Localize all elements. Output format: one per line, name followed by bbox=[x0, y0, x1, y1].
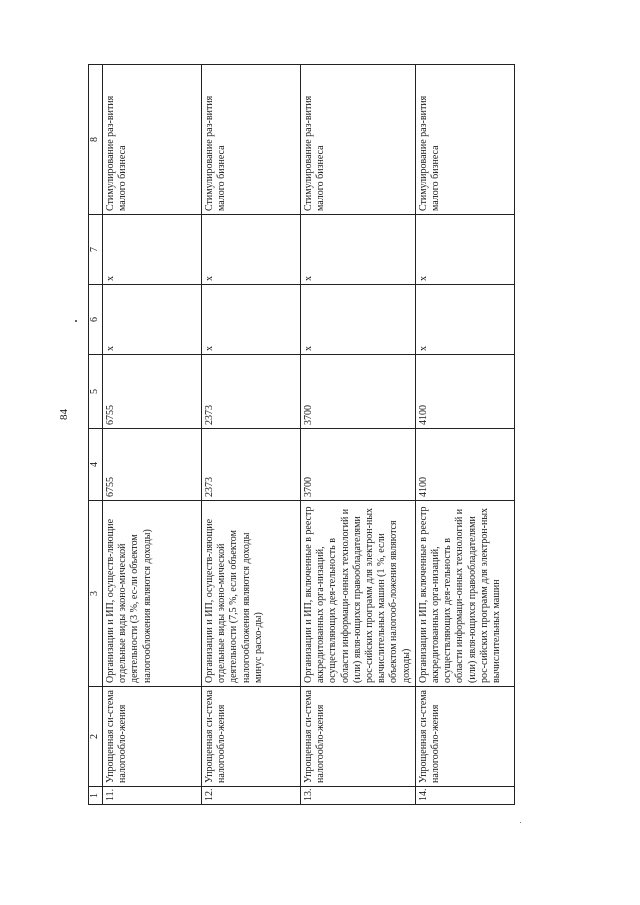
value-col-4: 4100 bbox=[415, 429, 514, 501]
header-col-2: 2 bbox=[89, 687, 103, 787]
value-col-6: x bbox=[415, 285, 514, 355]
taxpayer-category: Организации и ИП, включенные в реестр аккредитованных орга-низаций, осуществляющих дея-тельность в области информаци-онных технологий и (или) явля-ющихся правообладателями рос-сийских программ для электрон-ных вычислительных машин bbox=[415, 501, 514, 687]
benefit-goal: Стимулирование раз-вития малого бизнеса bbox=[202, 65, 301, 215]
row-number: 12. bbox=[202, 787, 301, 805]
header-col-1: 1 bbox=[89, 787, 103, 805]
row-number: 14. bbox=[415, 787, 514, 805]
row-number: 11. bbox=[103, 787, 202, 805]
value-col-6: x bbox=[103, 285, 202, 355]
taxpayer-category: Организации и ИП, включенные в реестр аккредитованных орга-низаций, осуществляющих дея-тельность в области информаци-онных технологий и (или) явля-ющихся правообладателями рос-сийских программ для электрон-ных вычислительных машин (1 %, если объектом налогооб-ложения являются доходы) bbox=[301, 501, 416, 687]
value-col-7: x bbox=[301, 215, 416, 285]
value-col-7: x bbox=[415, 215, 514, 285]
benefit-goal: Стимулирование раз-вития малого бизнеса bbox=[301, 65, 416, 215]
value-col-7: x bbox=[103, 215, 202, 285]
value-col-6: x bbox=[202, 285, 301, 355]
value-col-4: 6755 bbox=[103, 429, 202, 501]
taxpayer-category: Организации и ИП, осуществ-ляющие отдельные виды эконо-мической деятельности (7,5 %, если объектом налогообложения являются доходы минус расхо-ды) bbox=[202, 501, 301, 687]
value-col-4: 2373 bbox=[202, 429, 301, 501]
scan-speck bbox=[520, 822, 521, 823]
header-col-5: 5 bbox=[89, 355, 103, 429]
header-col-3: 3 bbox=[89, 501, 103, 687]
scan-speck bbox=[75, 320, 77, 322]
value-col-6: x bbox=[301, 285, 416, 355]
header-col-7: 7 bbox=[89, 215, 103, 285]
row-number: 13. bbox=[301, 787, 416, 805]
value-col-5: 4100 bbox=[415, 355, 514, 429]
value-col-7: x bbox=[202, 215, 301, 285]
tax-regime: Упрощенная си-стема налогообло-жения bbox=[415, 687, 514, 787]
header-col-6: 6 bbox=[89, 285, 103, 355]
table-row bbox=[202, 65, 301, 805]
value-col-4: 3700 bbox=[301, 429, 416, 501]
table-row bbox=[103, 65, 202, 805]
table-row bbox=[415, 65, 514, 805]
benefit-goal: Стимулирование раз-вития малого бизнеса bbox=[103, 65, 202, 215]
header-col-4: 4 bbox=[89, 429, 103, 501]
tax-regime: Упрощенная си-стема налогообло-жения bbox=[301, 687, 416, 787]
value-col-5: 3700 bbox=[301, 355, 416, 429]
tax-benefits-table bbox=[88, 64, 515, 805]
page-number: 84 bbox=[58, 409, 70, 420]
value-col-5: 6755 bbox=[103, 355, 202, 429]
taxpayer-category: Организации и ИП, осуществ-ляющие отдельные виды эконо-мической деятельности (3 %, ес-ли объектом налогообложения являются доходы) bbox=[103, 501, 202, 687]
table-row bbox=[301, 65, 416, 805]
tax-regime: Упрощенная си-стема налогообло-жения bbox=[103, 687, 202, 787]
header-row bbox=[89, 65, 103, 805]
header-col-8: 8 bbox=[89, 65, 103, 215]
rotated-table-container bbox=[88, 65, 568, 805]
benefit-goal: Стимулирование раз-вития малого бизнеса bbox=[415, 65, 514, 215]
tax-regime: Упрощенная си-стема налогообло-жения bbox=[202, 687, 301, 787]
value-col-5: 2373 bbox=[202, 355, 301, 429]
